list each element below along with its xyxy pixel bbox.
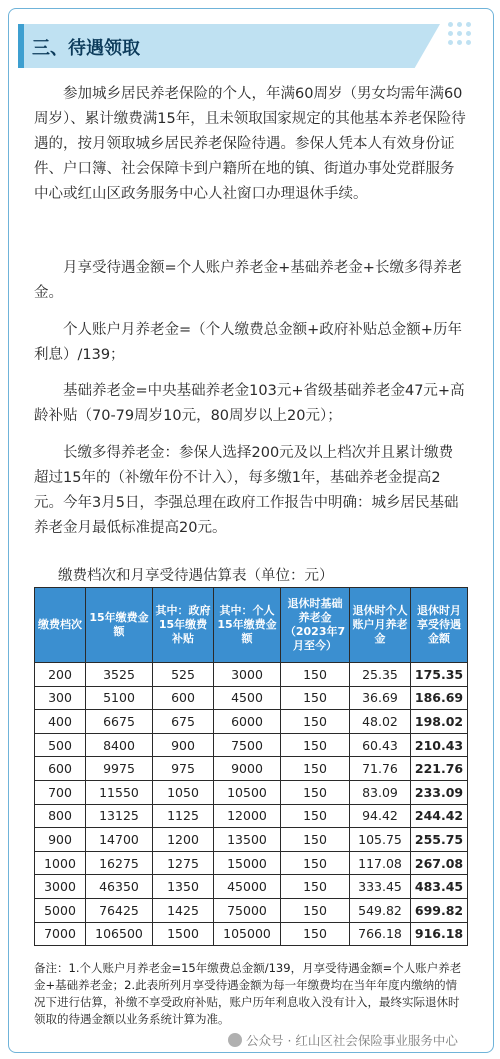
table-cell: 150 <box>281 828 350 852</box>
table-cell: 600 <box>153 686 214 710</box>
table-cell: 700 <box>35 780 86 804</box>
table-row <box>35 804 468 828</box>
table-cell: 483.45 <box>411 875 468 899</box>
paragraph-basic-pension: 基础养老金=中央基础养老金103元+省级基础养老金47元+高龄补贴（70-79周岁10元，80周岁以上20元）； <box>34 383 465 424</box>
table-cell: 267.08 <box>411 851 468 875</box>
table-cell: 16275 <box>86 851 153 875</box>
table-row <box>35 875 468 899</box>
table-cell: 3000 <box>35 875 86 899</box>
table-cell: 300 <box>35 686 86 710</box>
table-cell: 675 <box>153 710 214 734</box>
table-cell: 75000 <box>214 898 281 922</box>
table-cell: 14700 <box>86 828 153 852</box>
table-cell: 13500 <box>214 828 281 852</box>
paragraph-long-contribution: 长缴多得养老金：参保人选择200元及以上档次并且累计缴费超过15年的（补缴年份不计入），每多缴1年，基础养老金提高2元。今年3月5日，李强总理在政府工作报告中明确：城乡居民基础养老金月最低标准提高20元。 <box>34 445 459 536</box>
table-cell: 9975 <box>86 757 153 781</box>
table-cell: 7000 <box>35 922 86 946</box>
table-cell: 8400 <box>86 733 153 757</box>
table-cell: 333.45 <box>350 875 411 899</box>
column-header: 退休时个人账户月养老金 <box>350 588 411 663</box>
table-title: 缴费档次和月享受待遇估算表（单位：元） <box>58 568 334 584</box>
table-row <box>35 757 468 781</box>
table-cell: 5100 <box>86 686 153 710</box>
table-cell: 150 <box>281 663 350 687</box>
table-cell: 1000 <box>35 851 86 875</box>
table-cell: 500 <box>35 733 86 757</box>
table-cell: 150 <box>281 686 350 710</box>
table-cell: 105.75 <box>350 828 411 852</box>
table-cell: 3000 <box>214 663 281 687</box>
table-row <box>35 828 468 852</box>
table-cell: 186.69 <box>411 686 468 710</box>
table-cell: 150 <box>281 780 350 804</box>
table-cell: 549.82 <box>350 898 411 922</box>
table-cell: 11550 <box>86 780 153 804</box>
table-cell: 150 <box>281 898 350 922</box>
table-cell: 60.43 <box>350 733 411 757</box>
column-header: 其中：个人15年缴费金额 <box>214 588 281 663</box>
table-cell: 1125 <box>153 804 214 828</box>
section-header-accent <box>18 24 24 68</box>
table-row <box>35 686 468 710</box>
table-cell: 106500 <box>86 922 153 946</box>
table-cell: 1500 <box>153 922 214 946</box>
table-cell: 83.09 <box>350 780 411 804</box>
table-cell: 25.35 <box>350 663 411 687</box>
table-cell: 1200 <box>153 828 214 852</box>
table-cell: 4500 <box>214 686 281 710</box>
wechat-icon <box>228 1033 242 1047</box>
table-cell: 175.35 <box>411 663 468 687</box>
table-cell: 900 <box>35 828 86 852</box>
table-cell: 13125 <box>86 804 153 828</box>
table-row <box>35 733 468 757</box>
table-cell: 9000 <box>214 757 281 781</box>
table-cell: 150 <box>281 922 350 946</box>
table-cell: 1050 <box>153 780 214 804</box>
table-row <box>35 710 468 734</box>
table-cell: 3525 <box>86 663 153 687</box>
table-cell: 975 <box>153 757 214 781</box>
section-title: 三、待遇领取 <box>32 38 140 59</box>
table-cell: 150 <box>281 804 350 828</box>
table-cell: 150 <box>281 710 350 734</box>
table-cell: 94.42 <box>350 804 411 828</box>
table-cell: 699.82 <box>411 898 468 922</box>
dot-pattern-decoration <box>448 22 478 52</box>
table-cell: 900 <box>153 733 214 757</box>
table-cell: 48.02 <box>350 710 411 734</box>
table-cell: 12000 <box>214 804 281 828</box>
table-cell: 200 <box>35 663 86 687</box>
table-cell: 400 <box>35 710 86 734</box>
table-cell: 1350 <box>153 875 214 899</box>
table-cell: 525 <box>153 663 214 687</box>
table-cell: 1425 <box>153 898 214 922</box>
table-row <box>35 922 468 946</box>
table-cell: 255.75 <box>411 828 468 852</box>
benefit-estimate-table <box>34 587 468 946</box>
paragraph-monthly-formula: 月享受待遇金额=个人账户养老金+基础养老金+长缴多得养老金。 <box>34 260 462 301</box>
table-cell: 36.69 <box>350 686 411 710</box>
table-cell: 71.76 <box>350 757 411 781</box>
watermark-text: 公众号 · 红山区社会保险事业服务中心 <box>246 1033 458 1048</box>
table-cell: 221.76 <box>411 757 468 781</box>
paragraph-personal-account: 个人账户月养老金=（个人缴费总金额+政府补贴总金额+历年利息）/139； <box>34 322 462 363</box>
column-header: 缴费档次 <box>35 588 86 663</box>
table-row <box>35 663 468 687</box>
table-cell: 150 <box>281 757 350 781</box>
table-cell: 10500 <box>214 780 281 804</box>
table-cell: 105000 <box>214 922 281 946</box>
table-cell: 600 <box>35 757 86 781</box>
table-cell: 198.02 <box>411 710 468 734</box>
table-cell: 46350 <box>86 875 153 899</box>
table-cell: 6675 <box>86 710 153 734</box>
paragraph-eligibility: 参加城乡居民养老保险的个人，年满60周岁（男女均需年满60周岁）、累计缴费满15年，且未领取国家规定的其他基本养老保险待遇的，按月领取城乡居民养老保险待遇。参保人凭本人有效身份证件、户口簿、社会保障卡到户籍所在地的镇、街道办事处党群服务中心或红山区政务服务中心人社窗口办理退休手续。 <box>34 86 466 202</box>
table-cell: 766.18 <box>350 922 411 946</box>
column-header: 其中：政府15年缴费补贴 <box>153 588 214 663</box>
table-cell: 1275 <box>153 851 214 875</box>
column-header: 退休时月享受待遇金额 <box>411 588 468 663</box>
table-cell: 244.42 <box>411 804 468 828</box>
table-cell: 7500 <box>214 733 281 757</box>
table-cell: 150 <box>281 851 350 875</box>
column-header: 15年缴费金额 <box>86 588 153 663</box>
footnote: 备注：1.个人账户月养老金=15年缴费总金额/139，月享受待遇金额=个人账户养老金+基础养老金；2.此表所列月享受待遇金额为每一年缴费均在当年年度内缴纳的情况下进行估算，补缴不享受政府补贴，账户历年利息收入没有计入，最终实际退休时领取的待遇金额以业务系统计算为准。 <box>34 961 462 1026</box>
table-cell: 6000 <box>214 710 281 734</box>
table-cell: 15000 <box>214 851 281 875</box>
watermark <box>228 1031 458 1049</box>
table-row <box>35 780 468 804</box>
table-cell: 45000 <box>214 875 281 899</box>
table-cell: 150 <box>281 875 350 899</box>
table-cell: 233.09 <box>411 780 468 804</box>
table-row <box>35 851 468 875</box>
table-cell: 800 <box>35 804 86 828</box>
table-cell: 5000 <box>35 898 86 922</box>
table-cell: 916.18 <box>411 922 468 946</box>
column-header: 退休时基础养老金（2023年7月至今） <box>281 588 350 663</box>
table-cell: 117.08 <box>350 851 411 875</box>
table-header-row <box>35 588 468 663</box>
table-row <box>35 898 468 922</box>
table-cell: 76425 <box>86 898 153 922</box>
table-cell: 210.43 <box>411 733 468 757</box>
table-cell: 150 <box>281 733 350 757</box>
